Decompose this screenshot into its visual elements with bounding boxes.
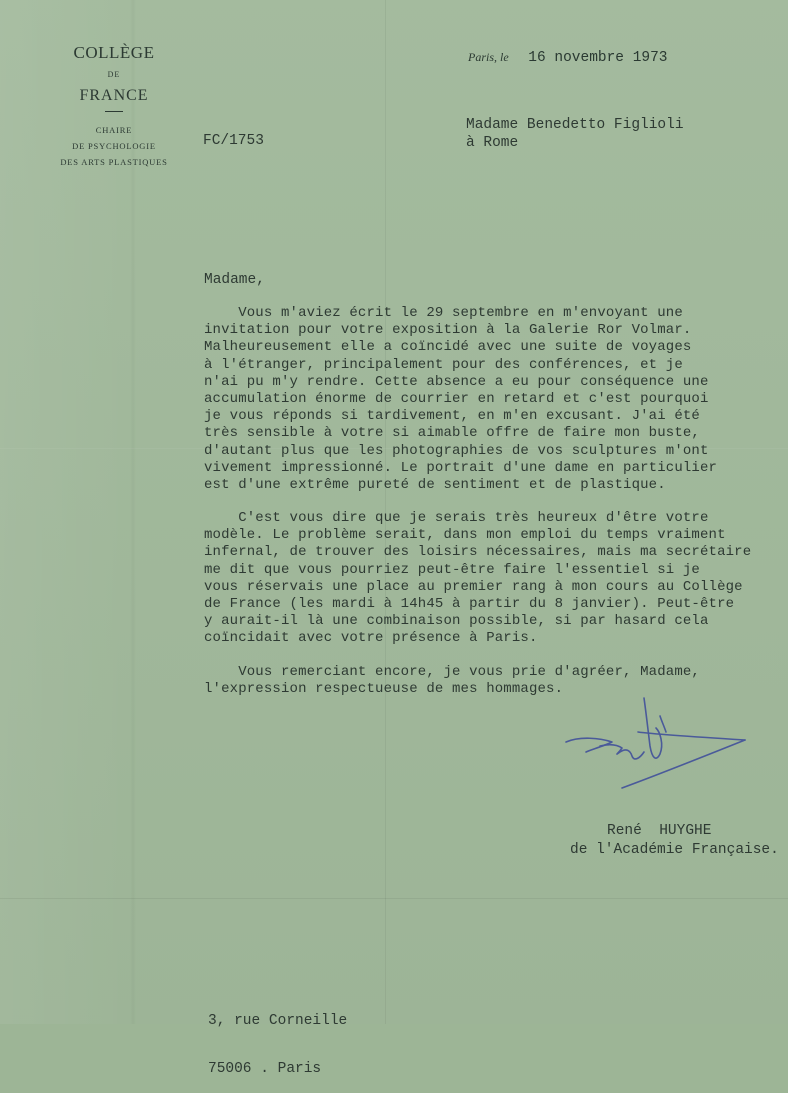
body-line: C'est vous dire que je serais très heureux d'être votre [204,510,709,527]
body-line: vivement impressionné. Le portrait d'une dame en particulier [204,459,718,476]
body-line: à l'étranger, principalement pour des conférences, et je [204,356,683,373]
place-date-line [468,48,668,66]
letterhead-rule [105,111,123,112]
body-line: de France (les mardi à 14h45 à partir du 8 janvier). Peut-être [204,596,735,612]
signer-title: de l'Académie Française. [570,842,779,858]
address-city: 75006 . Paris [208,1061,322,1077]
body-line: modèle. Le problème serait, dans mon emploi du temps vraiment [204,527,726,544]
body-line: très sensible à votre si aimable offre de faire mon buste, [204,425,700,442]
body-line: y aurait-il là une combinaison possible, si par hasard cela [204,613,709,630]
reference-number: FC/1753 [203,133,264,149]
body-line: vous réservais une place au premier rang à mon cours au Collège [204,578,743,595]
letterhead-de: DE [107,70,121,79]
body-line: l'expression respectueuse de mes hommages. [204,680,564,697]
body-line: Vous m'aviez écrit le 29 septembre en m'envoyant une [204,305,683,321]
body-line: n'ai pu m'y rendre. Cette absence a eu pour conséquence une [204,373,709,390]
signer-block [570,822,779,860]
body-line: infernal, de trouver des loisirs nécessaires, mais ma secrétaire [204,544,752,561]
body-line: je vous réponds si tardivement, en m'en excusant. J'ai été [204,408,700,425]
paragraph-2 [204,510,788,648]
letterhead-college: COLLÈGE [73,43,155,62]
sender-address [208,981,347,1093]
letterhead-chair-3: DES ARTS PLASTIQUES [60,157,168,167]
paragraph-1 [204,305,788,494]
recipient-name: Madame Benedetto Figlioli [466,117,684,133]
body-line: invitation pour votre exposition à la Galerie Ror Volmar. [204,322,692,339]
body-line: me dit que vous pourriez peut-être faire l'essentiel si je [204,561,700,578]
address-street: 3, rue Corneille [208,1013,348,1029]
letterhead [55,42,173,170]
place-label: Paris, le [468,50,509,64]
salutation: Madame, [204,272,265,288]
body-line: coïncidait avec votre présence à Paris. [204,630,538,647]
body-line: Malheureusement elle a coïncidé avec une suite de voyages [204,339,692,356]
signer-name: René HUYGHE [607,823,712,839]
letterhead-chair-1: CHAIRE [95,125,133,135]
body-line: Vous remerciant encore, je vous prie d'agréer, Madame, [204,663,700,680]
recipient-block [466,116,684,152]
letterhead-chair-2: DE PSYCHOLOGIE [72,141,156,151]
recipient-city: à Rome [466,135,519,151]
body-line: accumulation énorme de courrier en retard et c'est pourquoi [204,390,709,407]
body-line: d'autant plus que les photographies de vos sculptures m'ont [204,442,709,459]
body-line: est d'une extrême pureté de sentiment et de plastique. [204,476,666,493]
letter-date: 16 novembre 1973 [528,50,668,66]
letterhead-france: FRANCE [79,87,149,104]
letter-body [204,305,788,714]
paper-fold-horizontal [0,898,788,899]
handwritten-signature [560,692,760,802]
